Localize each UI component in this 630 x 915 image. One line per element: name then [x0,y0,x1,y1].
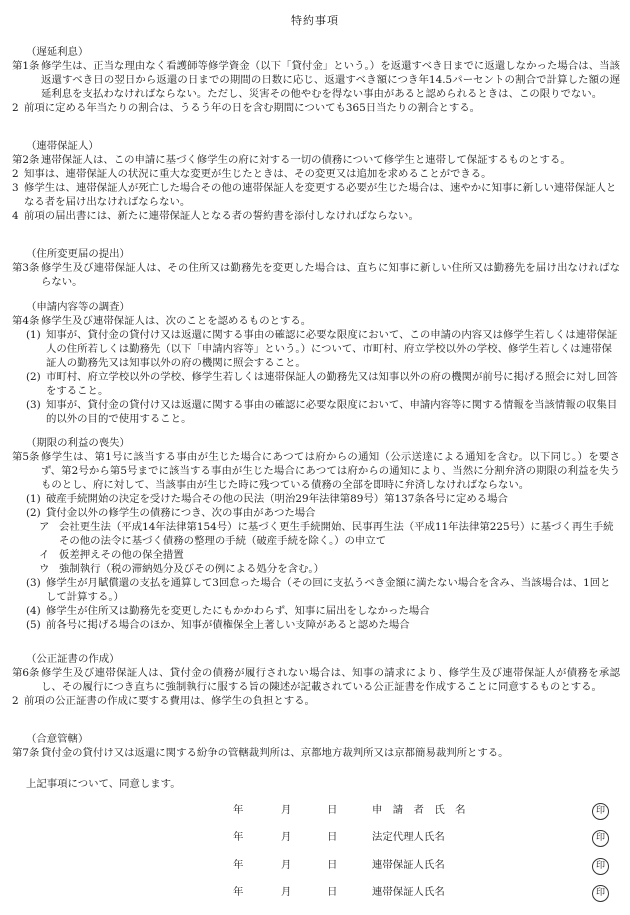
section-heading: （期限の利益の喪失） [26,437,130,449]
signature-row-applicant [0,801,630,819]
year-label: 年 [233,886,244,898]
article [12,666,620,694]
sub-item [12,562,620,576]
section-heading: （合意管轄） [26,733,89,745]
paragraph [12,167,620,181]
article [12,153,620,167]
paragraph [12,101,620,115]
item-text: 貸付金以外の修学生の債務につき、次の事由があつた場合 [46,507,316,519]
signature-row-guarantor-1 [0,856,630,874]
subitem-text: 強制執行（税の滞納処分及びその例による処分を含む。） [59,563,324,575]
paragraph [12,181,620,209]
signer-role-label: 連帯保証人氏名 [372,886,445,898]
list-item [12,604,620,618]
seal-mark: 印 [592,830,609,847]
item-label: (2) [26,507,41,519]
month-label: 月 [281,859,292,871]
sub-item [12,520,620,548]
signer-role-label: 法定代理人氏名 [372,831,445,843]
article [12,261,620,289]
section-loss-of-benefit [12,436,620,632]
sub-item [12,548,620,562]
article [12,450,620,492]
seal-mark: 印 [592,885,609,902]
item-text: 前各号に掲げる場合のほか、知事が債権保全上著しい支障があると認めた場合 [46,619,410,631]
year-label: 年 [233,859,244,871]
section-heading: （住所変更届の提出） [26,248,130,260]
section-heading: （公正証書の作成） [26,653,120,665]
year-label: 年 [233,804,244,816]
article-label: 第4条 [12,315,40,327]
day-label: 日 [327,831,338,843]
article [12,59,620,101]
item-label: (3) [26,399,41,411]
list-item [12,398,620,426]
section-joint-guarantor [12,139,620,223]
article-text: 修学生及び連帯保証人は、その住所又は勤務先を変更した場合は、直ちに知事に新しい住所又は勤務先を届け出なければならない。 [41,262,620,288]
article-label: 第2条 [12,154,40,166]
month-label: 月 [281,831,292,843]
paragraph-label: 3 [12,182,19,194]
item-text: 市町村、府立学校以外の学校、修学生若しくは連帯保証人の勤務先又は知事以外の府の機関が前号に掲げる照会に対し回答をすること。 [46,371,618,397]
article-text: 修学生及び連帯保証人は、次のことを認めるものとする。 [41,315,312,327]
section-investigation [12,300,620,426]
section-late-interest [12,45,620,115]
article [12,746,620,760]
paragraph-text: 前項の届出書には、新たに連帯保証人となる者の誓約書を添付しなければならない。 [24,210,419,222]
item-text: 知事が、貸付金の貸付け又は返還に関する事由の確認に必要な限度において、この申請の内容又は修学生若しくは連帯保証人の住所若しくは勤務先（以下「申請内容等」という。）について、市町村、府立学校以外の学校、修学生若しくは連帯保証人の勤務先又は知事以外の府の機関に照会すること。 [46,329,618,369]
item-text: 知事が、貸付金の貸付け又は返還に関する事由の確認に必要な限度において、申請内容等に関する情報を当該情報の収集目的以外の目的で使用すること。 [46,399,618,425]
item-label: (1) [26,493,41,505]
section-jurisdiction [12,732,620,760]
agreement-statement: 上記事項について、同意します。 [26,778,181,790]
subitem-text: 仮差押えその他の保全措置 [59,549,184,561]
month-label: 月 [281,804,292,816]
signer-role-label: 連帯保証人氏名 [372,859,445,871]
paragraph-text: 前項の公正証書の作成に要する費用は、修学生の負担とする。 [24,695,315,707]
item-text: 破産手続開始の決定を受けた場合その他の民法（明治29年法律第89号）第137条各号に定める場合 [46,493,508,505]
item-label: (5) [26,619,41,631]
article-label: 第1条 [12,60,40,72]
item-label: (4) [26,605,41,617]
paragraph [12,209,620,223]
list-item [12,576,620,604]
item-label: (3) [26,577,41,589]
month-label: 月 [281,886,292,898]
subitem-label: イ [39,549,50,561]
item-text: 修学生が住所又は勤務先を変更したにもかかわらず、知事に届出をしなかった場合 [46,605,430,617]
day-label: 日 [327,804,338,816]
seal-mark: 印 [592,803,609,820]
year-label: 年 [233,831,244,843]
list-item [12,370,620,398]
section-heading: （連帯保証人） [26,140,99,152]
article-label: 第3条 [12,262,40,274]
paragraph-text: 前項に定める年当たりの割合は、うるう年の日を含む期間についても365日当たりの割合とする。 [24,102,481,114]
article-text: 修学生及び連帯保証人は、貸付金の債務が履行されない場合は、知事の請求により、修学生及び連帯保証人が債務を承認し、その履行につき直ちに強制執行に服する旨の陳述が記載されている公正証書を作成することに同意するものとする。 [41,667,620,693]
subitem-label: ウ [39,563,50,575]
article [12,314,620,328]
list-item [12,328,620,370]
list-item [12,492,620,506]
signature-row-legal-representative [0,828,630,846]
paragraph-text: 修学生は、連帯保証人が死亡した場合その他の連帯保証人を変更する必要が生じた場合は、速やかに知事に新しい連帯保証人となる者を届け出なければならない。 [24,182,617,208]
section-address-change [12,247,620,289]
subitem-label: ア [39,521,50,533]
article-text: 修学生は、第1号に該当する事由が生じた場合にあつては府からの通知（公示送達による通知を含む。以下同じ。）を要さず、第2号から第5号までに該当する事由が生じた場合にあつては府からの通知により、当然に分割弁済の期限の利益を失うものとし、府に対して、当該事由が生じた時に残つている債務の全部を即時に弁済しなければならない。 [41,451,620,491]
item-label: (2) [26,371,41,383]
paragraph-label: 2 [12,102,19,114]
seal-mark: 印 [592,858,609,875]
article-label: 第6条 [12,667,40,679]
paragraph-label: 4 [12,210,19,222]
signature-row-guarantor-2 [0,883,630,901]
section-heading: （申請内容等の調査） [26,301,130,313]
list-item [12,618,620,632]
paragraph-label: 2 [12,168,19,180]
section-heading: （遅延利息） [26,46,89,58]
item-label: (1) [26,329,41,341]
paragraph [12,694,620,708]
section-notarial-deed [12,652,620,708]
article-text: 連帯保証人は、この申請に基づく修学生の府に対する一切の債務について修学生と連帯して保証するものとする。 [41,154,571,166]
article-text: 修学生は、正当な理由なく看護師等修学資金（以下「貸付金」という。）を返還すべき日までに返還しなかった場合は、当該返還すべき日の翌日から返還の日までの期間の日数に応じ、返還すべき額につき年14.5パーセントの割合で計算した額の遅延利息を支払わなければならない。ただし、災害その他やむを得ない事由があると認められるときは、この限りでない。 [41,60,620,100]
paragraph-label: 2 [12,695,19,707]
paragraph-text: 知事は、連帯保証人の状況に重大な変更が生じたときは、その変更又は追加を求めることができる。 [24,168,492,180]
subitem-text: 会社更生法（平成14年法律第154号）に基づく更生手続開始、民事再生法（平成11年法律第225号）に基づく再生手続その他の法令に基づく債務の整理の手続（破産手続を除く。）の申立て [59,521,614,547]
day-label: 日 [327,886,338,898]
article-text: 貸付金の貸付け又は返還に関する紛争の管轄裁判所は、京都地方裁判所又は京都簡易裁判所とする。 [41,747,509,759]
article-label: 第5条 [12,451,40,463]
page-title: 特約事項 [291,14,339,27]
signer-role-label: 申 請 者 氏 名 [372,804,466,816]
day-label: 日 [327,859,338,871]
list-item [12,506,620,520]
item-text: 修学生が月賦償還の支払を通算して3回怠った場合（その回に支払うべき金額に満たない場合を含み、当該場合は、1回として計算する。） [46,577,611,603]
article-label: 第7条 [12,747,40,759]
